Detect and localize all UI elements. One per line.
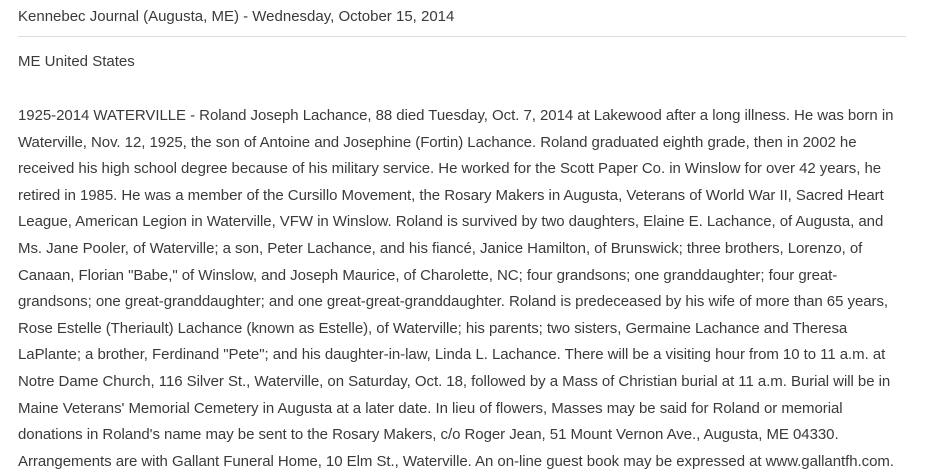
location-line: ME United States bbox=[18, 53, 135, 70]
publication-source-line: Kennebec Journal (Augusta, ME) - Wednesday, October 15, 2014 bbox=[18, 7, 906, 37]
obituary-page bbox=[18, 0, 906, 475]
obituary-text: 1925-2014 WATERVILLE - Roland Joseph Lachance, 88 died Tuesday, Oct. 7, 2014 at Lakewood after a long illness. He was born in Waterville, Nov. 12, 1925, the son of Antoine and Josephine (Fortin) Lachance. Roland graduated eighth grade, then in 2002 he received his high school degree because of his military service. He worked for the Scott Paper Co. in Winslow for over 42 years, he retired in 1985. He was a member of the Cursillo Movement, the Rosary Makers in Augusta, Veterans of World War II, Sacred Heart League, American Legion in Waterville, VFW in Winslow. Roland is survived by two daughters, Elaine E. Lachance, of Augusta, and Ms. Jane Pooler, of Waterville; a son, Peter Lachance, and his fiancé, Janice Hamilton, of Brunswick; three brothers, Lorenzo, of Canaan, Florian "Babe," of Winslow, and Joseph Maurice, of Charolette, NC; four grandsons; one granddaughter; four great-grandsons; one great-granddaughter; and one great-great-granddaughter. Roland is predeceased by his wife of more than 65 years, Rose Estelle (Theriault) Lachance (known as Estelle), of Waterville; his parents; two sisters, Germaine Lachance and Theresa LaPlante; a brother, Ferdinand "Pete"; and his daughter-in-law, Linda L. Lachance. There will be a visiting hour from 10 to 11 a.m. at Notre Dame Church, 116 Silver St., Waterville, on Saturday, Oct. 18, followed by a Mass of Christian burial at 11 a.m. Burial will be in Maine Veterans' Memorial Cemetery in Augusta at a later date. In lieu of flowers, Masses may be said for Roland or memorial donations in Roland's name may be sent to the Rosary Makers, c/o Roger Jean, 51 Mount Vernon Ave., Augusta, ME 04330. Arrangements are with Gallant Funeral Home, 10 Elm St., Waterville. An on-line guest book may be expressed at www.gallantfh.com. bbox=[18, 107, 894, 470]
